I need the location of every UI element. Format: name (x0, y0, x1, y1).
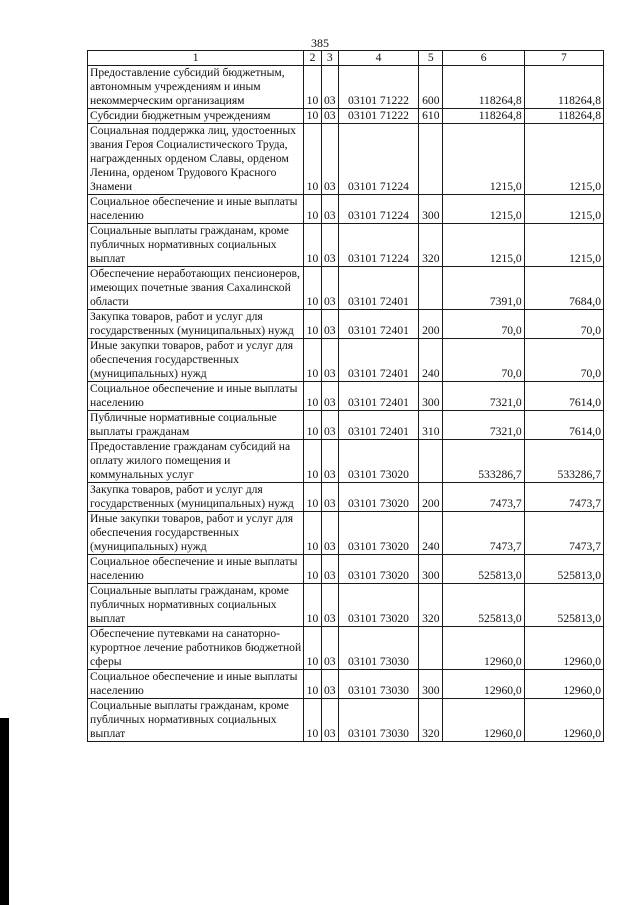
row-amount-year-1: 525813,0 (443, 584, 524, 627)
row-section: 10 (304, 124, 321, 195)
row-amount-year-1: 70,0 (443, 310, 524, 339)
row-subsection: 03 (321, 555, 338, 584)
row-amount-year-1: 7473,7 (443, 512, 524, 555)
row-name: Социальное обеспечение и иные выплаты населению (88, 382, 304, 411)
table-row (88, 109, 604, 124)
row-amount-year-1: 525813,0 (443, 555, 524, 584)
row-name: Социальные выплаты гражданам, кроме публичных нормативных социальных выплат (88, 699, 304, 742)
row-amount-year-1: 1215,0 (443, 124, 524, 195)
row-subsection: 03 (321, 224, 338, 267)
row-name: Социальное обеспечение и иные выплаты населению (88, 555, 304, 584)
row-subsection: 03 (321, 627, 338, 670)
row-expense-type: 300 (419, 670, 443, 699)
row-name: Закупка товаров, работ и услуг для государственных (муниципальных) нужд (88, 310, 304, 339)
row-expense-type: 600 (419, 66, 443, 109)
row-section: 10 (304, 584, 321, 627)
table-row (88, 440, 604, 483)
row-subsection: 03 (321, 670, 338, 699)
row-amount-year-1: 118264,8 (443, 109, 524, 124)
row-subsection: 03 (321, 66, 338, 109)
row-amount-year-1: 533286,7 (443, 440, 524, 483)
row-expense-type: 200 (419, 310, 443, 339)
row-target-article: 03101 73020 (338, 512, 418, 555)
table-row (88, 483, 604, 512)
row-name: Социальные выплаты гражданам, кроме публичных нормативных социальных выплат (88, 584, 304, 627)
row-target-article: 03101 73030 (338, 627, 418, 670)
table-row (88, 224, 604, 267)
row-name: Предоставление гражданам субсидий на оплату жилого помещения и коммунальных услуг (88, 440, 304, 483)
row-target-article: 03101 71224 (338, 195, 418, 224)
row-subsection: 03 (321, 124, 338, 195)
header-row (88, 51, 604, 66)
row-subsection: 03 (321, 109, 338, 124)
row-target-article: 03101 72401 (338, 382, 418, 411)
row-expense-type: 300 (419, 555, 443, 584)
row-amount-year-2: 1215,0 (524, 195, 603, 224)
row-section: 10 (304, 699, 321, 742)
table-row (88, 584, 604, 627)
row-section: 10 (304, 382, 321, 411)
row-amount-year-2: 12960,0 (524, 670, 603, 699)
row-section: 10 (304, 670, 321, 699)
row-target-article: 03101 72401 (338, 339, 418, 382)
row-amount-year-2: 525813,0 (524, 584, 603, 627)
row-expense-type (419, 440, 443, 483)
row-name: Социальные выплаты гражданам, кроме публичных нормативных социальных выплат (88, 224, 304, 267)
table-row (88, 195, 604, 224)
row-section: 10 (304, 555, 321, 584)
row-name: Публичные нормативные социальные выплаты гражданам (88, 411, 304, 440)
row-subsection: 03 (321, 339, 338, 382)
row-amount-year-1: 7321,0 (443, 382, 524, 411)
table-row (88, 411, 604, 440)
header-col-7: 7 (524, 51, 603, 66)
row-section: 10 (304, 310, 321, 339)
header-col-6: 6 (443, 51, 524, 66)
row-name: Обеспечение путевками на санаторно-курортное лечение работников бюджетной сферы (88, 627, 304, 670)
row-target-article: 03101 72401 (338, 267, 418, 310)
row-target-article: 03101 73020 (338, 555, 418, 584)
row-section: 10 (304, 339, 321, 382)
row-target-article: 03101 71222 (338, 66, 418, 109)
row-target-article: 03101 73020 (338, 584, 418, 627)
row-amount-year-2: 70,0 (524, 339, 603, 382)
row-name: Предоставление субсидий бюджетным, автономным учреждениям и иным некоммерческим организациям (88, 66, 304, 109)
row-amount-year-2: 118264,8 (524, 109, 603, 124)
row-target-article: 03101 73020 (338, 440, 418, 483)
row-expense-type: 240 (419, 339, 443, 382)
row-section: 10 (304, 411, 321, 440)
row-section: 10 (304, 267, 321, 310)
row-name: Закупка товаров, работ и услуг для государственных (муниципальных) нужд (88, 483, 304, 512)
row-subsection: 03 (321, 310, 338, 339)
row-amount-year-2: 7473,7 (524, 483, 603, 512)
row-section: 10 (304, 483, 321, 512)
row-amount-year-2: 7473,7 (524, 512, 603, 555)
table-row (88, 382, 604, 411)
budget-table (87, 50, 604, 742)
row-amount-year-2: 7684,0 (524, 267, 603, 310)
row-amount-year-1: 7391,0 (443, 267, 524, 310)
row-amount-year-1: 7321,0 (443, 411, 524, 440)
table-row (88, 310, 604, 339)
row-subsection: 03 (321, 382, 338, 411)
row-subsection: 03 (321, 512, 338, 555)
table-row (88, 670, 604, 699)
row-section: 10 (304, 224, 321, 267)
header-col-5: 5 (419, 51, 443, 66)
row-name: Социальная поддержка лиц, удостоенных звания Героя Социалистического Труда, награжденных орденом Славы, орденом Ленина, орденом Трудового Красного Знамени (88, 124, 304, 195)
row-amount-year-2: 1215,0 (524, 224, 603, 267)
row-subsection: 03 (321, 267, 338, 310)
row-target-article: 03101 73030 (338, 670, 418, 699)
row-target-article: 03101 71224 (338, 124, 418, 195)
row-subsection: 03 (321, 195, 338, 224)
page-number: 385 (311, 36, 329, 50)
row-amount-year-2: 12960,0 (524, 627, 603, 670)
table-row (88, 555, 604, 584)
row-expense-type (419, 267, 443, 310)
table-row (88, 66, 604, 109)
row-subsection: 03 (321, 584, 338, 627)
row-amount-year-2: 525813,0 (524, 555, 603, 584)
scan-edge-shadow (0, 718, 9, 905)
row-target-article: 03101 73030 (338, 699, 418, 742)
row-amount-year-1: 7473,7 (443, 483, 524, 512)
header-col-4: 4 (338, 51, 418, 66)
header-col-2: 2 (304, 51, 321, 66)
row-expense-type: 310 (419, 411, 443, 440)
row-amount-year-2: 118264,8 (524, 66, 603, 109)
row-subsection: 03 (321, 699, 338, 742)
row-expense-type: 300 (419, 195, 443, 224)
row-expense-type: 320 (419, 699, 443, 742)
row-amount-year-2: 533286,7 (524, 440, 603, 483)
row-section: 10 (304, 66, 321, 109)
row-name: Социальное обеспечение и иные выплаты населению (88, 670, 304, 699)
row-amount-year-2: 7614,0 (524, 411, 603, 440)
row-expense-type: 200 (419, 483, 443, 512)
row-amount-year-1: 1215,0 (443, 195, 524, 224)
row-target-article: 03101 71224 (338, 224, 418, 267)
table-row (88, 267, 604, 310)
row-amount-year-1: 12960,0 (443, 627, 524, 670)
row-section: 10 (304, 195, 321, 224)
row-expense-type (419, 627, 443, 670)
row-name: Иные закупки товаров, работ и услуг для обеспечения государственных (муниципальных) нужд (88, 512, 304, 555)
row-subsection: 03 (321, 440, 338, 483)
row-expense-type: 610 (419, 109, 443, 124)
row-amount-year-1: 118264,8 (443, 66, 524, 109)
table-row (88, 124, 604, 195)
row-expense-type (419, 124, 443, 195)
header-col-1: 1 (88, 51, 304, 66)
row-name: Иные закупки товаров, работ и услуг для обеспечения государственных (муниципальных) нужд (88, 339, 304, 382)
row-section: 10 (304, 109, 321, 124)
header-col-3: 3 (321, 51, 338, 66)
row-amount-year-1: 70,0 (443, 339, 524, 382)
row-name: Обеспечение неработающих пенсионеров, имеющих почетные звания Сахалинской области (88, 267, 304, 310)
row-target-article: 03101 73020 (338, 483, 418, 512)
row-amount-year-2: 7614,0 (524, 382, 603, 411)
row-expense-type: 320 (419, 584, 443, 627)
row-section: 10 (304, 512, 321, 555)
row-amount-year-1: 12960,0 (443, 670, 524, 699)
row-name: Субсидии бюджетным учреждениям (88, 109, 304, 124)
row-amount-year-1: 1215,0 (443, 224, 524, 267)
row-expense-type: 300 (419, 382, 443, 411)
row-name: Социальное обеспечение и иные выплаты населению (88, 195, 304, 224)
table-row (88, 627, 604, 670)
table-row (88, 512, 604, 555)
row-target-article: 03101 72401 (338, 411, 418, 440)
row-amount-year-2: 70,0 (524, 310, 603, 339)
row-section: 10 (304, 440, 321, 483)
row-amount-year-2: 12960,0 (524, 699, 603, 742)
row-expense-type: 240 (419, 512, 443, 555)
row-subsection: 03 (321, 411, 338, 440)
row-section: 10 (304, 627, 321, 670)
row-expense-type: 320 (419, 224, 443, 267)
row-target-article: 03101 71222 (338, 109, 418, 124)
table-row (88, 699, 604, 742)
row-target-article: 03101 72401 (338, 310, 418, 339)
row-subsection: 03 (321, 483, 338, 512)
table-row (88, 339, 604, 382)
row-amount-year-2: 1215,0 (524, 124, 603, 195)
row-amount-year-1: 12960,0 (443, 699, 524, 742)
